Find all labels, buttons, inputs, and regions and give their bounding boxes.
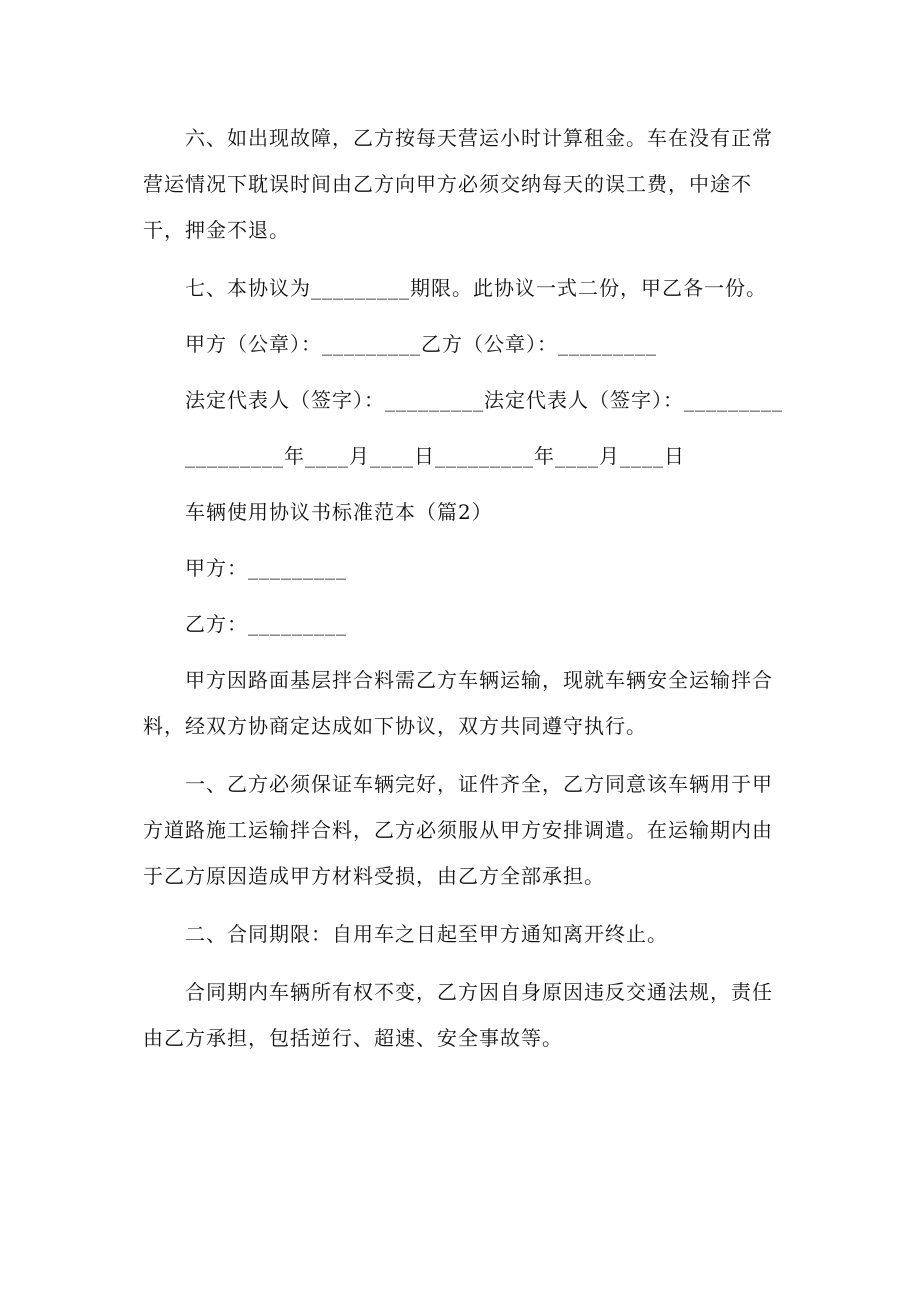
seal-signature-line: 甲方（公章）：_________乙方（公章）：_________ xyxy=(185,332,657,356)
party-b-line: 乙方：_________ xyxy=(185,612,347,636)
paragraph-seven: 七、本协议为_________期限。此协议一式二份，甲乙各一份。 xyxy=(185,276,767,300)
date-line: _________年____月____日_________年____月____日 xyxy=(185,444,685,468)
document-body xyxy=(143,115,783,1061)
representative-signature-line: 法定代表人（签字）：_________法定代表人（签字）：_________ xyxy=(185,388,783,412)
section-title: 车辆使用协议书标准范本（篇2） xyxy=(185,500,493,524)
paragraph-six: 六、如出现故障，乙方按每天营运小时计算租金。车在没有正常营运情况下耽误时间由乙方向甲方必须交纳每天的误工费，中途不干，押金不退。 xyxy=(143,126,773,242)
party-a-line: 甲方：_________ xyxy=(185,556,347,580)
clause-two: 二、合同期限：自用车之日起至甲方通知离开终止。 xyxy=(185,922,668,946)
intro-paragraph: 甲方因路面基层拌合料需乙方车辆运输，现就车辆安全运输拌合料，经双方协商定达成如下协议，双方共同遵守执行。 xyxy=(143,668,773,738)
clause-one: 一、乙方必须保证车辆完好，证件齐全，乙方同意该车辆用于甲方道路施工运输拌合料，乙方必须服从甲方安排调遣。在运输期内由于乙方原因造成甲方材料受损，由乙方全部承担。 xyxy=(143,772,773,888)
clause-three: 合同期内车辆所有权不变，乙方因自身原因违反交通法规，责任由乙方承担，包括逆行、超速、安全事故等。 xyxy=(143,980,773,1050)
